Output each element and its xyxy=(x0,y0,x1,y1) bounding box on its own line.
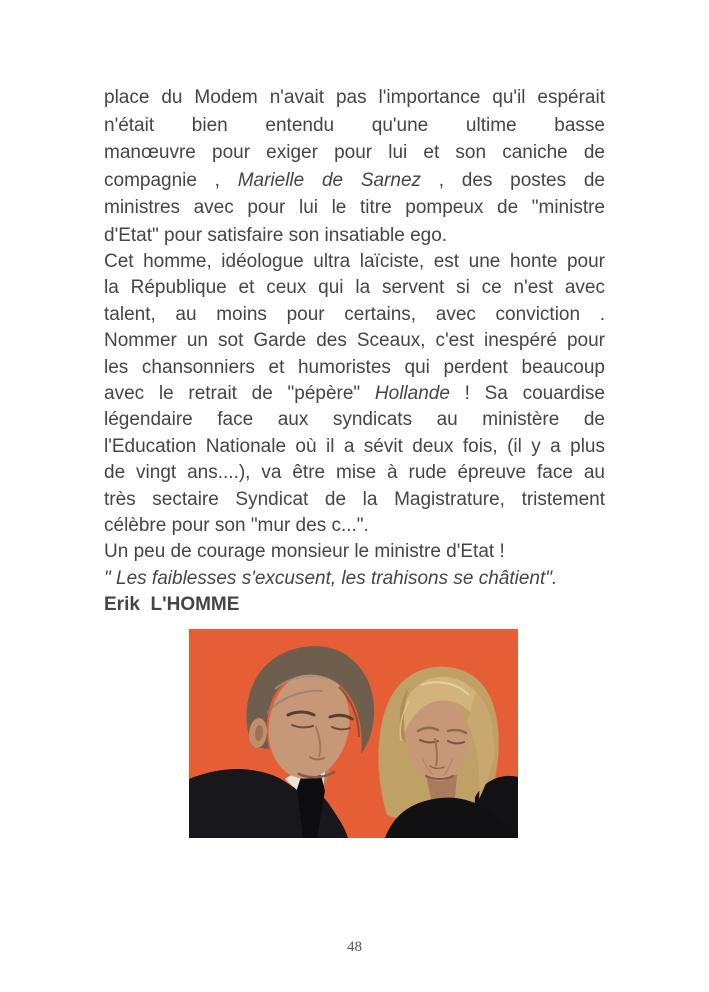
text-line xyxy=(104,513,605,539)
text-segment: Cet homme, idéologue ultra laïciste, est une honte pour xyxy=(104,251,605,272)
text-segment: compagnie , xyxy=(104,169,238,191)
text-segment: de vingt ans....), va être mise à rude épreuve face au xyxy=(104,462,605,484)
text-line xyxy=(104,355,605,381)
text-segment: n'était bien entendu qu'une ultime basse xyxy=(104,114,605,136)
text-segment: ! Sa couardise xyxy=(449,383,605,405)
text-line xyxy=(104,275,605,301)
text-line xyxy=(104,167,605,195)
paragraph xyxy=(104,249,605,539)
text-line xyxy=(104,407,605,433)
paragraph xyxy=(104,539,605,565)
text-line xyxy=(104,139,605,167)
text-segment: talent, au moins pour certains, avec conviction . xyxy=(104,303,605,325)
text-segment: place du Modem n'avait pas l'importance qu'il espérait xyxy=(104,87,605,108)
text-line xyxy=(104,539,605,565)
page-number: 48 xyxy=(347,939,362,955)
text-segment: célèbre pour son "mur des c...". xyxy=(104,515,369,537)
photo-illustration xyxy=(189,629,518,838)
text-line xyxy=(104,566,605,592)
article xyxy=(104,84,605,619)
bold-text-segment: Erik L'HOMME xyxy=(104,594,240,616)
text-segment: légendaire face aux syndicats au ministère de xyxy=(104,409,605,431)
text-segment: Un peu de courage monsieur le ministre d'Etat ! xyxy=(104,541,505,563)
text-line xyxy=(104,84,605,112)
text-line xyxy=(104,328,605,354)
text-segment: ministres avec pour lui le titre pompeux de "ministre xyxy=(104,197,605,218)
text-line xyxy=(104,592,605,618)
italic-text-segment: Hollande xyxy=(374,383,450,405)
text-line xyxy=(104,249,605,275)
paragraph xyxy=(104,592,605,618)
text-segment: avec le retrait de "pépère" xyxy=(104,383,375,405)
italic-text-segment: Marielle de Sarnez xyxy=(237,169,422,191)
text-line xyxy=(104,302,605,328)
text-line xyxy=(104,112,605,140)
text-line xyxy=(104,460,605,486)
text-segment: l'Education Nationale où il a sévit deux fois, (il y a plus xyxy=(104,435,605,457)
text-segment: très sectaire Syndicat de la Magistrature, tristement xyxy=(104,488,605,510)
italic-text-segment: " Les faiblesses s'excusent, les trahisons se châtient". xyxy=(104,567,558,589)
text-line xyxy=(104,434,605,460)
text-line xyxy=(104,222,605,250)
text-line xyxy=(104,194,605,222)
text-segment: manœuvre pour exiger pour lui et son caniche de xyxy=(104,142,605,163)
text-segment: les chansonniers et humoristes qui perdent beaucoup xyxy=(104,356,605,378)
article-photo xyxy=(189,629,518,838)
paragraph xyxy=(104,84,605,249)
text-segment: d'Etat" pour satisfaire son insatiable ego. xyxy=(104,224,448,246)
text-segment: la République et ceux qui la servent si ce n'est avec xyxy=(104,277,605,299)
text-line xyxy=(104,487,605,513)
text-segment: , des postes de xyxy=(421,169,605,191)
text-line xyxy=(104,381,605,407)
text-segment: Nommer un sot Garde des Sceaux, c'est inespéré pour xyxy=(104,330,605,352)
paragraph xyxy=(104,566,605,592)
